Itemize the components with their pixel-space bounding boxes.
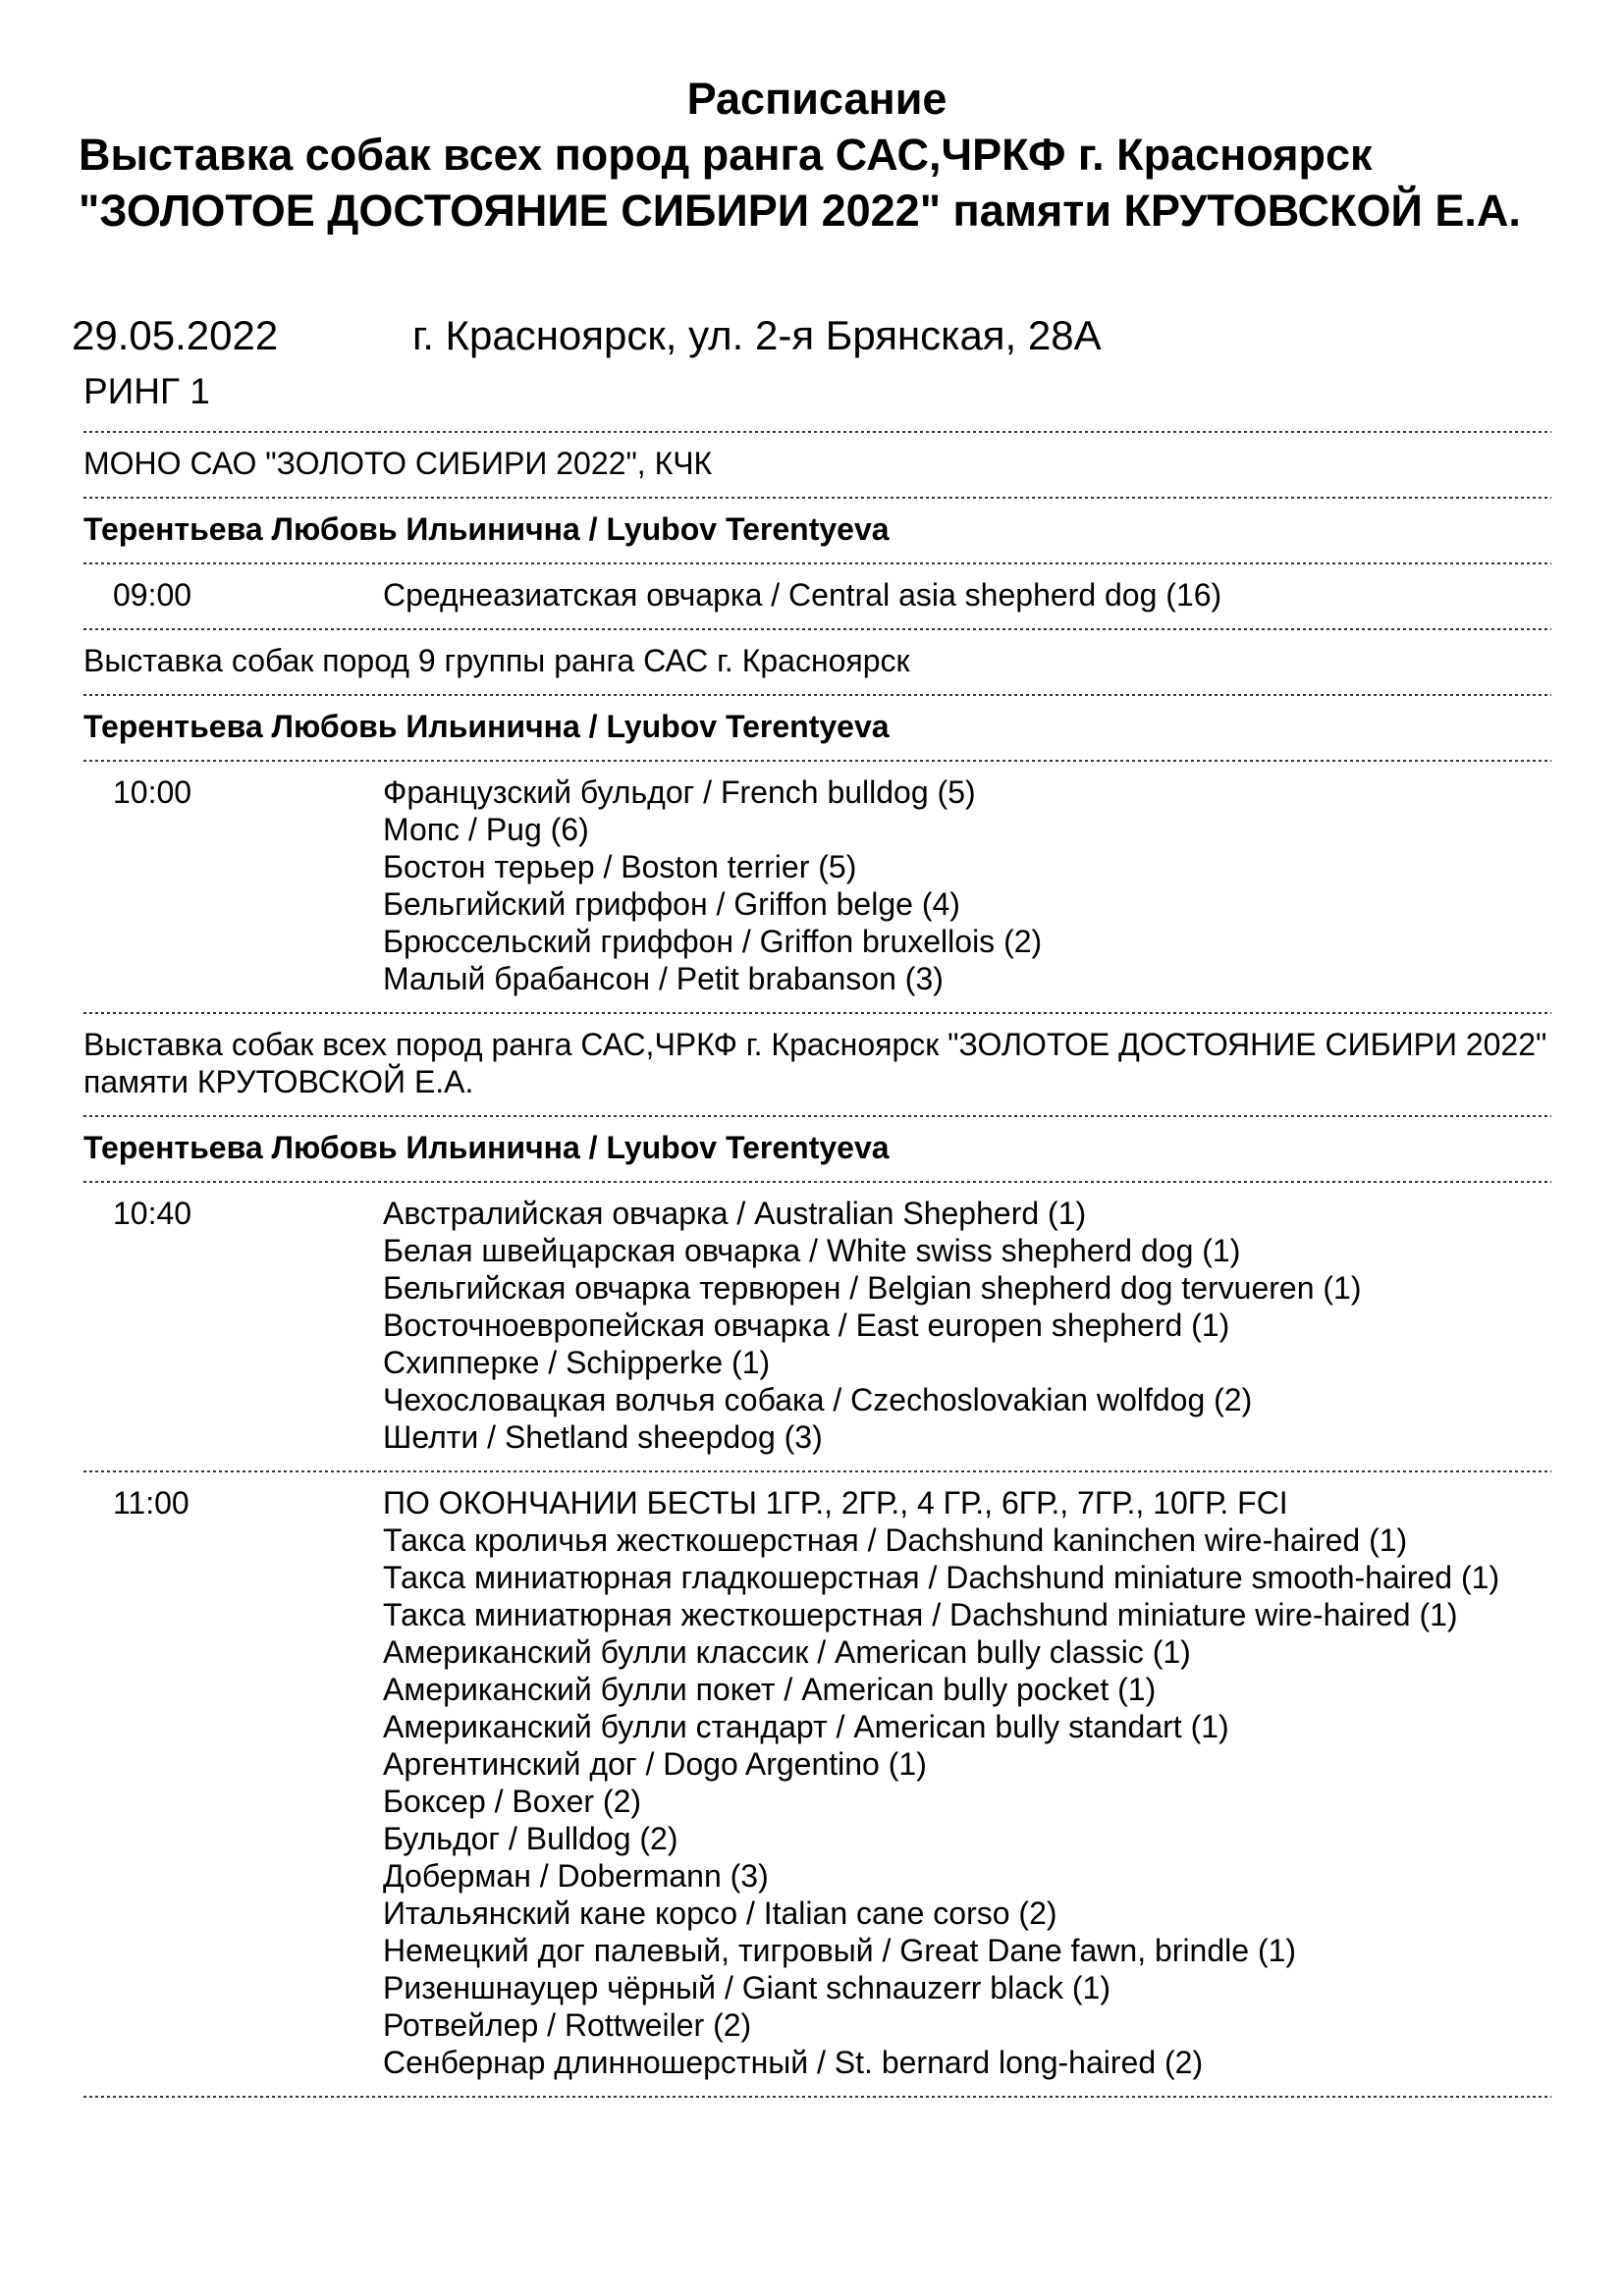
page-title: Расписание	[686, 74, 947, 124]
breed-line: Бельгийская овчарка тервюрен / Belgian shepherd dog tervueren (1)	[383, 1270, 1362, 1306]
breed-line: Среднеазиатская овчарка / Central asia shepherd dog (16)	[383, 577, 1222, 613]
breed-line: Белая швейцарская овчарка / White swiss shepherd dog (1)	[383, 1233, 1241, 1268]
slot-time: 10:00	[113, 774, 192, 810]
breed-line: Бульдог / Bulldog (2)	[383, 1821, 678, 1856]
breed-line: Бостон терьер / Boston terrier (5)	[383, 849, 857, 884]
section-note-row	[83, 433, 1551, 497]
breed-list	[383, 576, 1551, 614]
breed-line: Ротвейлер / Rottweiler (2)	[383, 2007, 752, 2043]
breed-line: Малый брабансон / Petit brabanson (3)	[383, 961, 944, 996]
breed-line: Австралийская овчарка / Australian Shepherd (1)	[383, 1196, 1087, 1231]
breed-line: Бельгийский гриффон / Griffon belge (4)	[383, 886, 960, 922]
breed-line: ПО ОКОНЧАНИИ БЕСТЫ 1ГР., 2ГР., 4 ГР., 6ГР., 7ГР., 10ГР. FCI	[383, 1485, 1288, 1521]
section-note-row	[83, 1014, 1551, 1115]
breed-line: Восточноевропейская овчарка / East europen shepherd (1)	[383, 1308, 1230, 1343]
breed-line: Французский бульдог / French bulldog (5)	[383, 774, 976, 810]
schedule-rows	[83, 431, 1551, 2098]
judge-row	[83, 499, 1551, 562]
event-date: 29.05.2022	[72, 312, 279, 358]
judge-name: Терентьева Любовь Ильинична / Lyubov Terentyeva	[83, 1130, 890, 1165]
breed-line: Американский булли покет / American bully pocket (1)	[383, 1672, 1157, 1707]
breed-line: Аргентинский дог / Dogo Argentino (1)	[383, 1746, 927, 1782]
event-title: Выставка собак всех пород ранга САС,ЧРКФ г. Красноярск "ЗОЛОТОЕ ДОСТОЯНИЕ СИБИРИ 2022" памяти КРУТОВСКОЙ Е.А.	[79, 130, 1521, 236]
event-location: г. Красноярск, ул. 2-я Брянская, 28А	[412, 312, 1102, 358]
breed-line: Такса миниатюрная гладкошерстная / Dachshund miniature smooth-haired (1)	[383, 1560, 1500, 1595]
breed-line: Немецкий дог палевый, тигровый / Great Dane fawn, brindle (1)	[383, 1933, 1297, 1968]
schedule-slot	[83, 762, 1551, 1012]
ring-label: РИНГ 1	[83, 371, 210, 411]
breed-line: Такса миниатюрная жесткошерстная / Dachshund miniature wire-haired (1)	[383, 1597, 1458, 1632]
breed-list	[383, 1195, 1551, 1456]
section-note: Выставка собак пород 9 группы ранга САС г. Красноярск	[83, 643, 910, 678]
section-note: Выставка собак всех пород ранга САС,ЧРКФ г. Красноярск "ЗОЛОТОЕ ДОСТОЯНИЕ СИБИРИ 2022" памяти КРУТОВСКОЙ Е.А.	[83, 1027, 1547, 1099]
breed-line: Чехословацкая волчья собака / Czechoslovakian wolfdog (2)	[383, 1382, 1253, 1417]
breed-line: Сенбернар длинношерстный / St. bernard long-haired (2)	[383, 2045, 1204, 2080]
breed-line: Итальянский кане корсо / Italian cane corso (2)	[383, 1896, 1057, 1931]
slot-time: 10:40	[113, 1196, 192, 1231]
breed-line: Такса кроличья жесткошерстная / Dachshund kaninchen wire-haired (1)	[383, 1522, 1408, 1558]
judge-name: Терентьева Любовь Ильинична / Lyubov Terentyeva	[83, 511, 890, 547]
breed-line: Шелти / Shetland sheepdog (3)	[383, 1419, 823, 1455]
slot-time: 09:00	[113, 577, 192, 613]
breed-list	[383, 1484, 1551, 2081]
schedule-slot	[83, 1472, 1551, 2096]
section-note: МОНО САО "ЗОЛОТО СИБИРИ 2022", КЧК	[83, 446, 713, 481]
section-note-row	[83, 630, 1551, 694]
slot-time: 11:00	[113, 1485, 189, 1521]
breed-list	[383, 774, 1551, 997]
breed-line: Брюссельский гриффон / Griffon bruxellois (2)	[383, 924, 1043, 959]
breed-line: Американский булли классик / American bully classic (1)	[383, 1634, 1191, 1670]
breed-line: Ризеншнауцер чёрный / Giant schnauzerr black (1)	[383, 1970, 1110, 2005]
document-heading	[79, 71, 1555, 239]
breed-line: Доберман / Dobermann (3)	[383, 1858, 769, 1894]
judge-row	[83, 696, 1551, 760]
judge-row	[83, 1117, 1551, 1181]
breed-line: Боксер / Boxer (2)	[383, 1784, 642, 1819]
breed-line: Американский булли стандарт / American bully standart (1)	[383, 1709, 1229, 1744]
breed-line: Схипперке / Schipperke (1)	[383, 1345, 771, 1380]
breed-line: Мопс / Pug (6)	[383, 812, 589, 847]
dashed-divider	[83, 2096, 1551, 2098]
schedule-slot	[83, 564, 1551, 628]
schedule-slot	[83, 1183, 1551, 1470]
date-location-line	[72, 311, 1555, 360]
judge-name: Терентьева Любовь Ильинична / Lyubov Terentyeva	[83, 709, 890, 744]
